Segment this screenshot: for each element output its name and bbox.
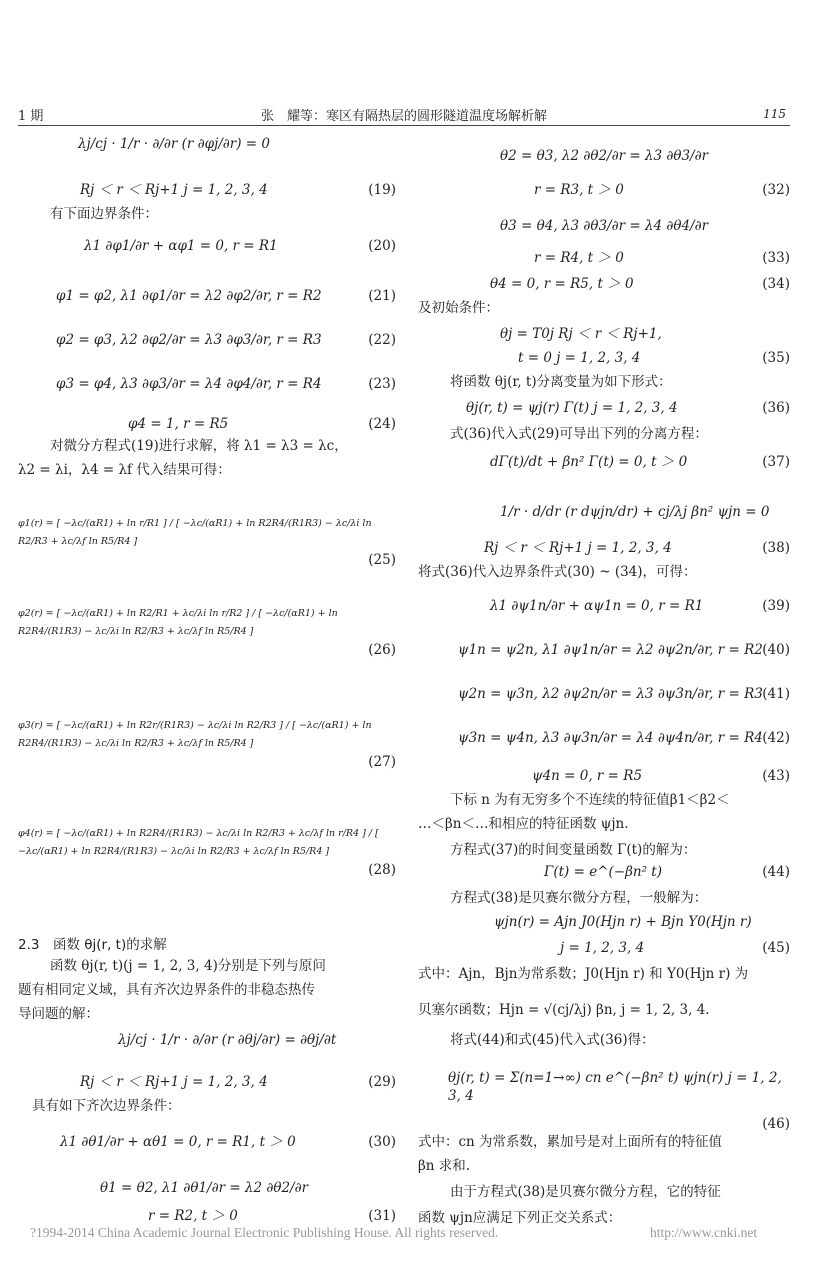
equation-number: (28): [368, 862, 396, 878]
equation-body: Rj ＜ r ＜ Rj+1 j = 1, 2, 3, 4: [80, 1074, 268, 1090]
equation-41: [458, 685, 790, 703]
equation-number: (22): [368, 332, 396, 348]
equation-number: (40): [762, 642, 790, 658]
equation-32a: θ2 = θ3, λ2 ∂θ2/∂r = λ3 ∂θ3/∂r: [500, 148, 709, 164]
paragraph-line: 函数 ψjn应满足下列正交关系式：: [418, 1210, 622, 1226]
equation-45a: ψjn(r) = Ajn J0(Hjn r) + Bjn Y0(Hjn r): [494, 914, 752, 930]
equation-28: [18, 825, 396, 879]
equation-body: θj(r, t) = ψj(r) Γ(t) j = 1, 2, 3, 4: [466, 400, 678, 416]
equation-number: (35): [762, 350, 790, 366]
equation-body: ψ3n = ψ4n, λ3 ∂ψ3n/∂r = λ4 ∂ψ4n/∂r, r = R4: [458, 730, 763, 746]
equation-32: [534, 181, 790, 199]
equation-number: (29): [368, 1074, 396, 1090]
issue-label: 1 期: [18, 109, 44, 124]
equation-number: (41): [762, 686, 790, 702]
paragraph-line: λ2 = λi，λ4 = λf 代入结果可得：: [18, 462, 231, 478]
equation-19a: λj/cj · 1/r · ∂/∂r (r ∂φj/∂r) = 0: [78, 136, 270, 152]
paragraph-line: 导问题的解：: [18, 1006, 99, 1022]
paragraph-line: 及初始条件：: [418, 300, 499, 316]
equation-body: ψ2n = ψ3n, λ2 ∂ψ2n/∂r = λ3 ∂ψ3n/∂r, r = R3: [458, 686, 763, 702]
paragraph-line: 式(36)代入式(29)可导出下列的分离方程：: [450, 426, 708, 442]
equation-number: (26): [368, 642, 396, 658]
equation-body: λ1 ∂θ1/∂r + αθ1 = 0, r = R1, t ＞ 0: [60, 1134, 296, 1150]
equation-body: θj(r, t) = Σ(n=1→∞) cn e^(−βn² t) ψjn(r) j = 1, 2, 3, 4: [448, 1070, 782, 1104]
section-heading: 2.3 函数 θj(r, t)的求解: [18, 937, 167, 953]
equation-20: [84, 237, 396, 255]
equation-42: [458, 729, 790, 747]
equation-body: φ3(r) = [ −λc/(αR1) + ln R2r/(R1R3) − λc/λi ln R2/R3 ] / [ −λc/(αR1) + ln R2R4/(R1R3) − λc/λi ln R2/R3 + λc/λf ln R5/R4 ]: [18, 720, 372, 749]
equation-36: [466, 399, 790, 417]
paragraph-line: 式中：cn 为常系数，累加号是对上面所有的特征值: [418, 1134, 723, 1150]
equation-body: φ4 = 1, r = R5: [128, 416, 229, 432]
equation-body: ψ1n = ψ2n, λ1 ∂ψ1n/∂r = λ2 ∂ψ2n/∂r, r = R2: [458, 642, 763, 658]
equation-31: [148, 1207, 396, 1225]
copyright-notice: ?1994-2014 China Academic Journal Electronic Publishing House. All rights reserved.: [30, 1225, 499, 1240]
equation-body: φ1(r) = [ −λc/(αR1) + ln r/R1 ] / [ −λc/(αR1) + ln R2R4/(R1R3) − λc/λi ln R2/R3 + λc/λf ln R5/R4 ]: [18, 518, 372, 547]
equation-body: t = 0 j = 1, 2, 3, 4: [518, 350, 641, 366]
equation-number: (19): [368, 182, 396, 198]
paragraph-line: 式中：Ajn，Bjn为常系数；J0(Hjn r) 和 Y0(Hjn r) 为: [418, 966, 749, 982]
equation-body: λ1 ∂φ1/∂r + αφ1 = 0, r = R1: [84, 238, 278, 254]
equation-body: φ4(r) = [ −λc/(αR1) + ln R2R4/(R1R3) − λc/λi ln R2/R3 + λc/λf ln r/R4 ] / [ −λc/(αR1) + ln R2R4/(R1R3) − λc/λi ln R2/R3 + λc/λf ln R5/R4 ]: [18, 828, 379, 857]
paragraph-line: 对微分方程式(19)进行求解，将 λ1 = λ3 = λc，: [50, 438, 348, 454]
footer-url: http://www.cnki.net: [650, 1225, 758, 1240]
equation-number: (42): [762, 730, 790, 746]
equation-number: (23): [368, 376, 396, 392]
equation-45: [560, 939, 790, 957]
paragraph-line: 由于方程式(38)是贝赛尔微分方程，它的特征: [450, 1184, 721, 1200]
equation-number: (46): [762, 1116, 790, 1132]
equation-number: (34): [762, 276, 790, 292]
equation-body: φ2(r) = [ −λc/(αR1) + ln R2/R1 + λc/λi ln r/R2 ] / [ −λc/(αR1) + ln R2R4/(R1R3) − λc/λi ln R2/R3 + λc/λf ln R5/R4 ]: [18, 608, 338, 637]
equation-body: φ2 = φ3, λ2 ∂φ2/∂r = λ3 ∂φ3/∂r, r = R3: [56, 332, 322, 348]
equation-46: [448, 1069, 790, 1133]
equation-31a: θ1 = θ2, λ1 ∂θ1/∂r = λ2 ∂θ2/∂r: [100, 1180, 309, 1196]
equation-number: (25): [368, 552, 396, 568]
equation-40: [458, 641, 790, 659]
equation-number: (38): [762, 540, 790, 556]
equation-number: (44): [762, 864, 790, 880]
equation-body: Γ(t) = e^(−βn² t): [544, 864, 662, 880]
paragraph-line: 将式(36)代入边界条件式(30) ~ (34)，可得：: [418, 564, 697, 580]
page-number: 115: [763, 107, 786, 121]
equation-30: [60, 1133, 396, 1151]
equation-body: ψ4n = 0, r = R5: [532, 768, 643, 784]
equation-number: (33): [762, 250, 790, 266]
equation-number: (24): [368, 416, 396, 432]
equation-25: [18, 515, 396, 569]
equation-26: [18, 605, 396, 659]
paragraph-line: 贝塞尔函数；Hjn = √(cj/λj) βn, j = 1, 2, 3, 4.: [418, 1002, 710, 1018]
paragraph-line: 题有相同定义域，具有齐次边界条件的非稳态热传: [18, 982, 315, 998]
equation-38: [484, 539, 790, 557]
equation-number: (39): [762, 598, 790, 614]
equation-number: (36): [762, 400, 790, 416]
equation-35: [518, 349, 790, 367]
equation-number: (21): [368, 288, 396, 304]
equation-number: (27): [368, 754, 396, 770]
equation-29a: λj/cj · 1/r · ∂/∂r (r ∂θj/∂r) = ∂θj/∂t: [118, 1032, 337, 1048]
equation-39: [490, 597, 790, 615]
equation-34: [490, 275, 790, 293]
equation-33a: θ3 = θ4, λ3 ∂θ3/∂r = λ4 ∂θ4/∂r: [500, 218, 709, 234]
equation-body: θ4 = 0, r = R5, t ＞ 0: [490, 276, 634, 292]
equation-37: [490, 453, 790, 471]
paragraph-line: 下标 n 为有无穷多个不连续的特征值β1＜β2＜: [450, 792, 730, 808]
equation-body: λ1 ∂ψ1n/∂r + αψ1n = 0, r = R1: [490, 598, 704, 614]
equation-35a: θj = T0j Rj ＜ r ＜ Rj+1,: [500, 326, 662, 342]
equation-29: [80, 1073, 396, 1091]
equation-body: j = 1, 2, 3, 4: [560, 940, 645, 956]
equation-number: (37): [762, 454, 790, 470]
equation-number: (20): [368, 238, 396, 254]
equation-19: [80, 181, 396, 199]
equation-33: [534, 249, 790, 267]
equation-body: Rj ＜ r ＜ Rj+1 j = 1, 2, 3, 4: [80, 182, 268, 198]
paragraph-line: 有下面边界条件：: [50, 206, 158, 222]
paragraph-line: …＜βn＜…和相应的特征函数 ψjn.: [418, 816, 629, 832]
equation-22: [56, 331, 396, 349]
equation-43: [532, 767, 790, 785]
equation-number: (30): [368, 1134, 396, 1150]
equation-body: r = R2, t ＞ 0: [148, 1208, 238, 1224]
equation-number: (43): [762, 768, 790, 784]
equation-21: [56, 287, 396, 305]
equation-body: dΓ(t)/dt + βn² Γ(t) = 0, t ＞ 0: [490, 454, 688, 470]
paragraph-line: 具有如下齐次边界条件：: [32, 1098, 181, 1114]
equation-number: (45): [762, 940, 790, 956]
running-title: 张 耀等：寒区有隔热层的圆形隧道温度场解析解: [260, 109, 547, 124]
equation-38a: 1/r · d/dr (r dψjn/dr) + cj/λj βn² ψjn = 0: [500, 504, 770, 520]
equation-23: [56, 375, 396, 393]
equation-27: [18, 717, 396, 771]
paragraph-line: 函数 θj(r, t)(j = 1, 2, 3, 4)分别是下列与原问: [50, 958, 326, 974]
paragraph-line: 将函数 θj(r, t)分离变量为如下形式：: [450, 374, 672, 390]
equation-body: Rj ＜ r ＜ Rj+1 j = 1, 2, 3, 4: [484, 540, 672, 556]
running-header: [18, 103, 790, 126]
equation-number: (32): [762, 182, 790, 198]
equation-body: r = R4, t ＞ 0: [534, 250, 624, 266]
equation-body: r = R3, t ＞ 0: [534, 182, 624, 198]
equation-body: φ3 = φ4, λ3 ∂φ3/∂r = λ4 ∂φ4/∂r, r = R4: [56, 376, 322, 392]
equation-44: [544, 863, 790, 881]
paragraph-line: 将式(44)和式(45)代入式(36)得：: [450, 1032, 655, 1048]
equation-body: φ1 = φ2, λ1 ∂φ1/∂r = λ2 ∂φ2/∂r, r = R2: [56, 288, 322, 304]
paragraph-line: 方程式(37)的时间变量函数 Γ(t)的解为：: [450, 842, 697, 858]
paragraph-line: 方程式(38)是贝赛尔微分方程，一般解为：: [450, 890, 708, 906]
paragraph-line: βn 求和.: [418, 1158, 471, 1174]
equation-24: [128, 415, 396, 433]
equation-number: (31): [368, 1208, 396, 1224]
